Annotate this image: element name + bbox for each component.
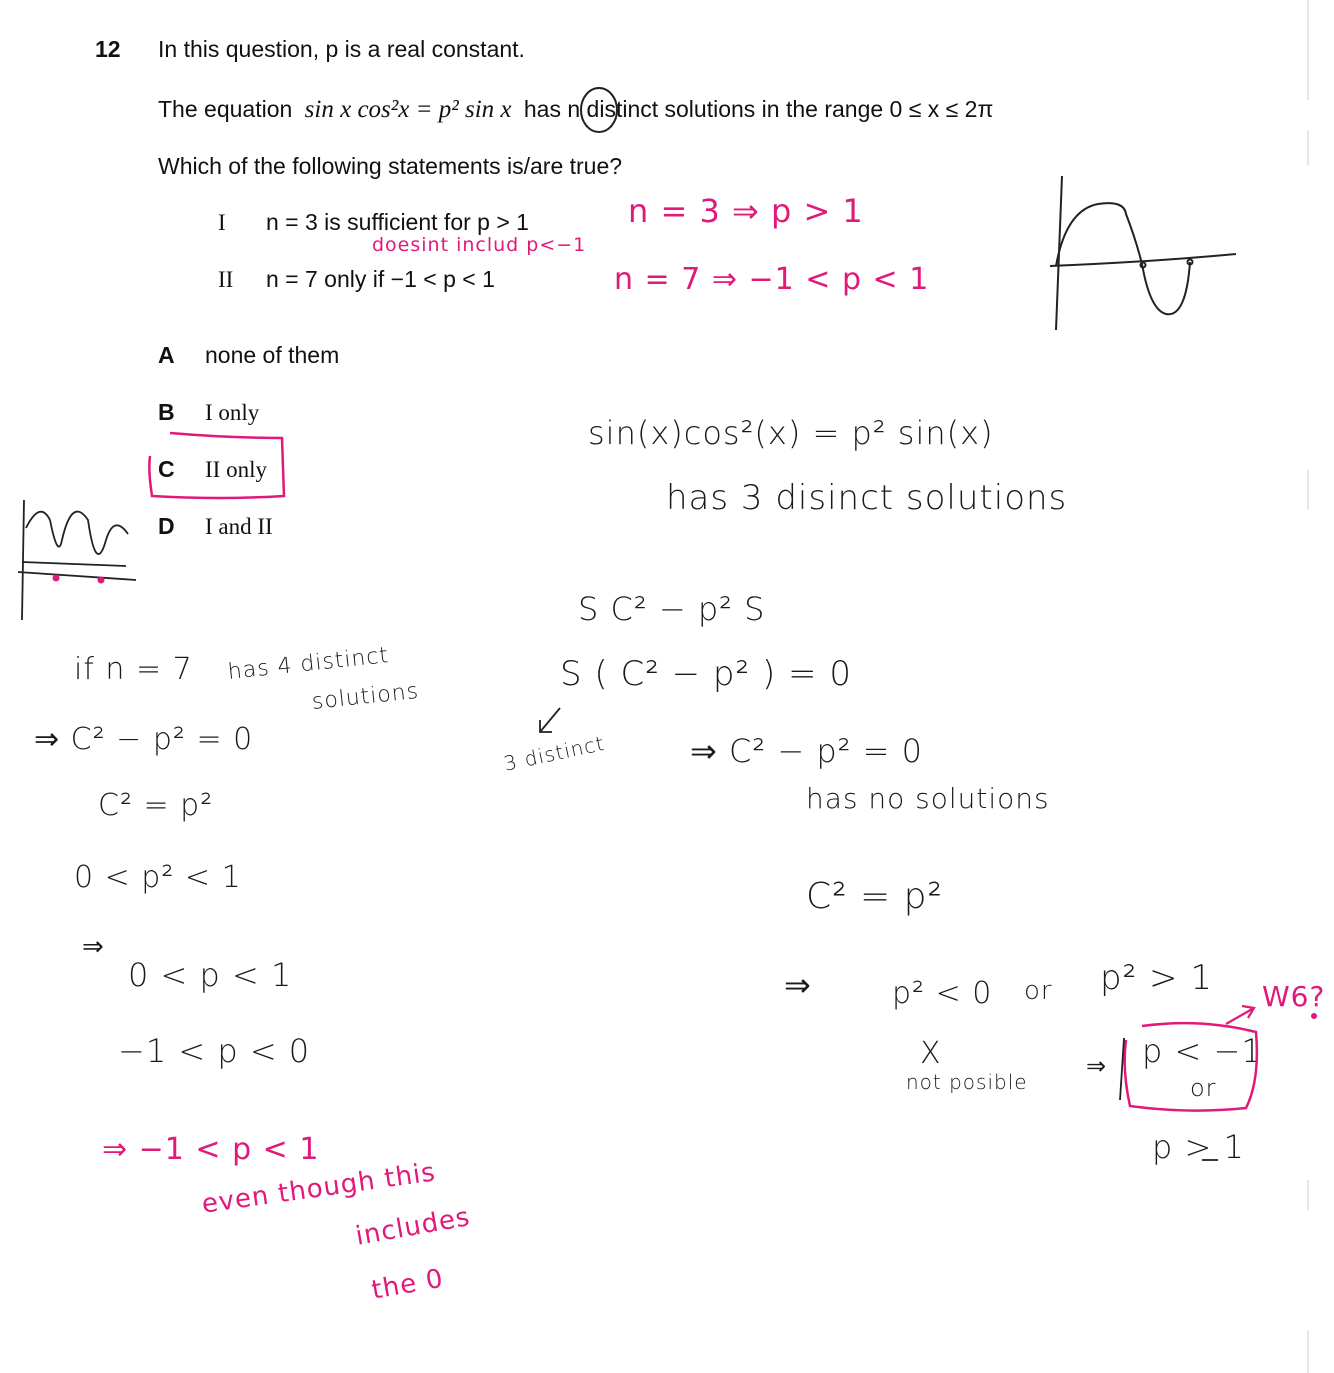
- question-prompt: Which of the following statements is/are true?: [158, 153, 623, 179]
- work-or-2: or: [1190, 1074, 1217, 1102]
- wave-sketch: [18, 500, 136, 620]
- work-left-c2-eq-p2: C² = p²: [98, 788, 214, 823]
- work-c2-p2: ⇒ C² − p² = 0: [690, 732, 923, 770]
- work-has-4-2: solutions: [310, 678, 421, 715]
- work-left-p01: 0 < p < 1: [128, 956, 293, 994]
- w6-arrow: [1226, 1006, 1254, 1024]
- question-number: 12: [95, 36, 121, 62]
- option-text: none of them: [205, 342, 340, 368]
- work-equation: sin(x)cos²(x) = p² sin(x): [588, 414, 994, 452]
- equation: sin x cos²x = p² sin x: [304, 96, 512, 123]
- sine-sketch: [1050, 176, 1236, 330]
- work-c2-eq-p2: C² = p²: [806, 876, 943, 917]
- work-p-gt-1: p > 1: [1152, 1128, 1245, 1166]
- statement-text: n = 3 is sufficient for p > 1: [266, 209, 529, 235]
- work-implies: ⇒: [784, 966, 812, 1004]
- question-intro: In this question, p is a real constant.: [158, 36, 525, 62]
- work-not-possible: not posible: [906, 1070, 1028, 1094]
- note-even-though-2: includes: [353, 1202, 473, 1252]
- work-no-solutions: has no solutions: [806, 782, 1050, 815]
- option-letter: B: [158, 399, 175, 425]
- work-left-pm10: −1 < p < 0: [118, 1032, 311, 1070]
- work-left-c2-p2: ⇒ C² − p² = 0: [34, 722, 254, 757]
- equation-prefix: The equation: [158, 96, 293, 122]
- intersection-dot: [53, 575, 60, 582]
- note-n3: n = 3 ⇒ p > 1: [628, 192, 864, 230]
- work-if-n7: if n = 7: [74, 652, 193, 687]
- option-text: I only: [205, 400, 260, 425]
- note-w6: W6?: [1262, 980, 1326, 1013]
- note-doesnt-include: doesint includ p<−1: [372, 234, 587, 256]
- note-even-though-1: even though this: [199, 1157, 438, 1220]
- note-even-though-3: the 0: [369, 1263, 446, 1306]
- statement-numeral: I: [218, 210, 226, 235]
- work-x-mark: X: [920, 1036, 942, 1071]
- intersection-dot: [98, 577, 105, 584]
- statement-text: n = 7 only if −1 < p < 1: [266, 266, 495, 292]
- work-factored: S ( C² − p² ) = 0: [560, 654, 852, 694]
- w6-dot: [1311, 1013, 1317, 1019]
- note-final-range: ⇒ −1 < p < 1: [102, 1132, 320, 1167]
- arrow-to-3-distinct: [540, 708, 560, 732]
- work-left-range: 0 < p² < 1: [74, 860, 242, 895]
- note-n7: n = 7 ⇒ −1 < p < 1: [614, 262, 930, 297]
- n-circle: [581, 88, 617, 132]
- work-has-4-1: has 4 distinct: [226, 643, 391, 685]
- work-3-distinct: 3 distinct: [501, 730, 607, 776]
- work-p2-lt-0: p² < 0: [892, 976, 993, 1011]
- option-text: I and II: [205, 514, 273, 539]
- statement-numeral: II: [218, 267, 234, 292]
- box-left-stroke: [1120, 1038, 1124, 1100]
- equation-suffix: has n distinct solutions in the range 0 ≤ x ≤ 2π: [523, 96, 994, 122]
- work-or-1: or: [1024, 976, 1053, 1006]
- work-p-lt-m1: p < −1: [1142, 1032, 1263, 1070]
- work-has-3: has 3 disinct solutions: [666, 478, 1068, 518]
- option-letter: D: [158, 513, 175, 539]
- option-letter: A: [158, 342, 175, 368]
- work-left-implies: ⇒: [82, 932, 105, 962]
- answer-c-box: [149, 433, 284, 498]
- option-text: II only: [205, 457, 267, 482]
- work-p2-gt-1: p² > 1: [1100, 958, 1213, 998]
- option-letter: C: [158, 456, 175, 482]
- work-implies-2: ⇒: [1086, 1052, 1108, 1080]
- final-answer-box: [1125, 1023, 1257, 1110]
- work-sc: S C² − p² S: [578, 590, 766, 628]
